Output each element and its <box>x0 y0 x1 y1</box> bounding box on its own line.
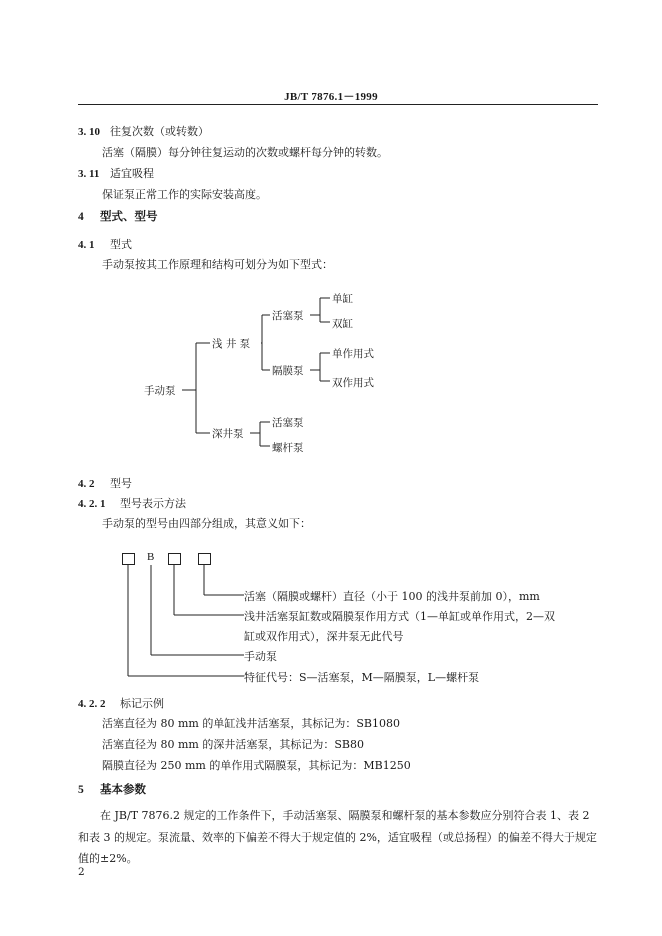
marking-example: 活塞直径为 80 mm 的单缸浅井活塞泵，其标记为：SB1080 <box>102 717 400 730</box>
tree-deep-piston-pump: 活塞泵 <box>272 417 304 429</box>
section-4-2-1-heading <box>78 495 186 511</box>
section-3-10-body: 活塞（隔膜）每分钟往复运动的次数或螺杆每分钟的转数。 <box>102 146 388 159</box>
tree-double-cylinder: 双缸 <box>332 318 353 330</box>
section-3-11-body: 保证泵正常工作的实际安装高度。 <box>102 188 267 201</box>
section-5-heading <box>78 781 146 797</box>
section-title: 往复次数（或转数） <box>110 125 209 138</box>
section-number: 4. 2. 1 <box>78 498 106 510</box>
section-title: 型式、型号 <box>100 209 158 223</box>
model-code-fixed-b: B <box>147 551 155 563</box>
tree-single-acting: 单作用式 <box>332 348 374 360</box>
model-desc-diameter: 活塞（隔膜或螺杆）直径（小于 100 的浅井泵前加 0），mm <box>244 590 540 603</box>
model-code-box-cylinder <box>168 553 181 565</box>
section-number: 4. 1 <box>78 239 95 251</box>
section-4-2-heading <box>78 475 132 491</box>
tree-root-hand-pump: 手动泵 <box>144 385 176 397</box>
model-code-box-diameter <box>198 553 211 565</box>
section-number: 5 <box>78 784 84 796</box>
section-number: 3. 11 <box>78 168 100 180</box>
tree-deep-screw-pump: 螺杆泵 <box>272 442 304 454</box>
section-5-body: 在 JB/T 7876.2 规定的工作条件下，手动活塞泵、隔膜泵和螺杆泵的基本参数应分别符合表 1、表 2 和表 3 的规定。泵流量、效率的下偏差不得大于规定值的 2%，适宜吸程（或总扬程）的偏差不得大于规定值的±2%。 <box>78 809 597 865</box>
section-title: 标记示例 <box>120 697 164 710</box>
section-4-2-2-heading <box>78 695 164 711</box>
tree-piston-pump: 活塞泵 <box>272 310 304 322</box>
model-desc-hand-pump: 手动泵 <box>244 650 277 663</box>
tree-single-cylinder: 单缸 <box>332 293 353 305</box>
tree-double-acting: 双作用式 <box>332 377 374 389</box>
section-title: 基本参数 <box>100 782 146 796</box>
page-number: 2 <box>78 866 85 878</box>
marking-example: 活塞直径为 80 mm 的深井活塞泵，其标记为：SB80 <box>102 738 364 751</box>
model-code-box-feature <box>122 553 135 565</box>
section-4-2-1-body: 手动泵的型号由四部分组成，其意义如下： <box>102 517 311 530</box>
section-title: 适宜吸程 <box>110 167 154 180</box>
model-desc-feature-code: 特征代号：S—活塞泵，M—隔膜泵，L—螺杆泵 <box>244 671 480 684</box>
tree-diaphragm-pump: 隔膜泵 <box>272 365 304 377</box>
section-4-1-body: 手动泵按其工作原理和结构可划分为如下型式： <box>102 258 333 271</box>
model-desc-cylinder-line1: 浅井活塞泵缸数或隔膜泵作用方式（1—单缸或单作用式，2—双 <box>244 610 555 623</box>
marking-example: 隔膜直径为 250 mm 的单作用式隔膜泵，其标记为：MB1250 <box>102 759 411 772</box>
section-number: 4 <box>78 211 84 223</box>
tree-deep-well-pump: 深井泵 <box>212 428 244 440</box>
section-title: 型号 <box>110 477 132 490</box>
document-header: JB/T 7876.1－1999 <box>284 91 378 103</box>
section-title: 型号表示方法 <box>120 497 186 510</box>
section-number: 3. 10 <box>78 126 100 138</box>
model-desc-cylinder-line2: 缸或双作用式），深井泵无此代号 <box>244 630 404 643</box>
section-number: 4. 2. 2 <box>78 698 106 710</box>
tree-shallow-well-pump: 浅 井 泵 <box>212 338 251 350</box>
section-number: 4. 2 <box>78 478 95 490</box>
section-title: 型式 <box>110 238 132 251</box>
